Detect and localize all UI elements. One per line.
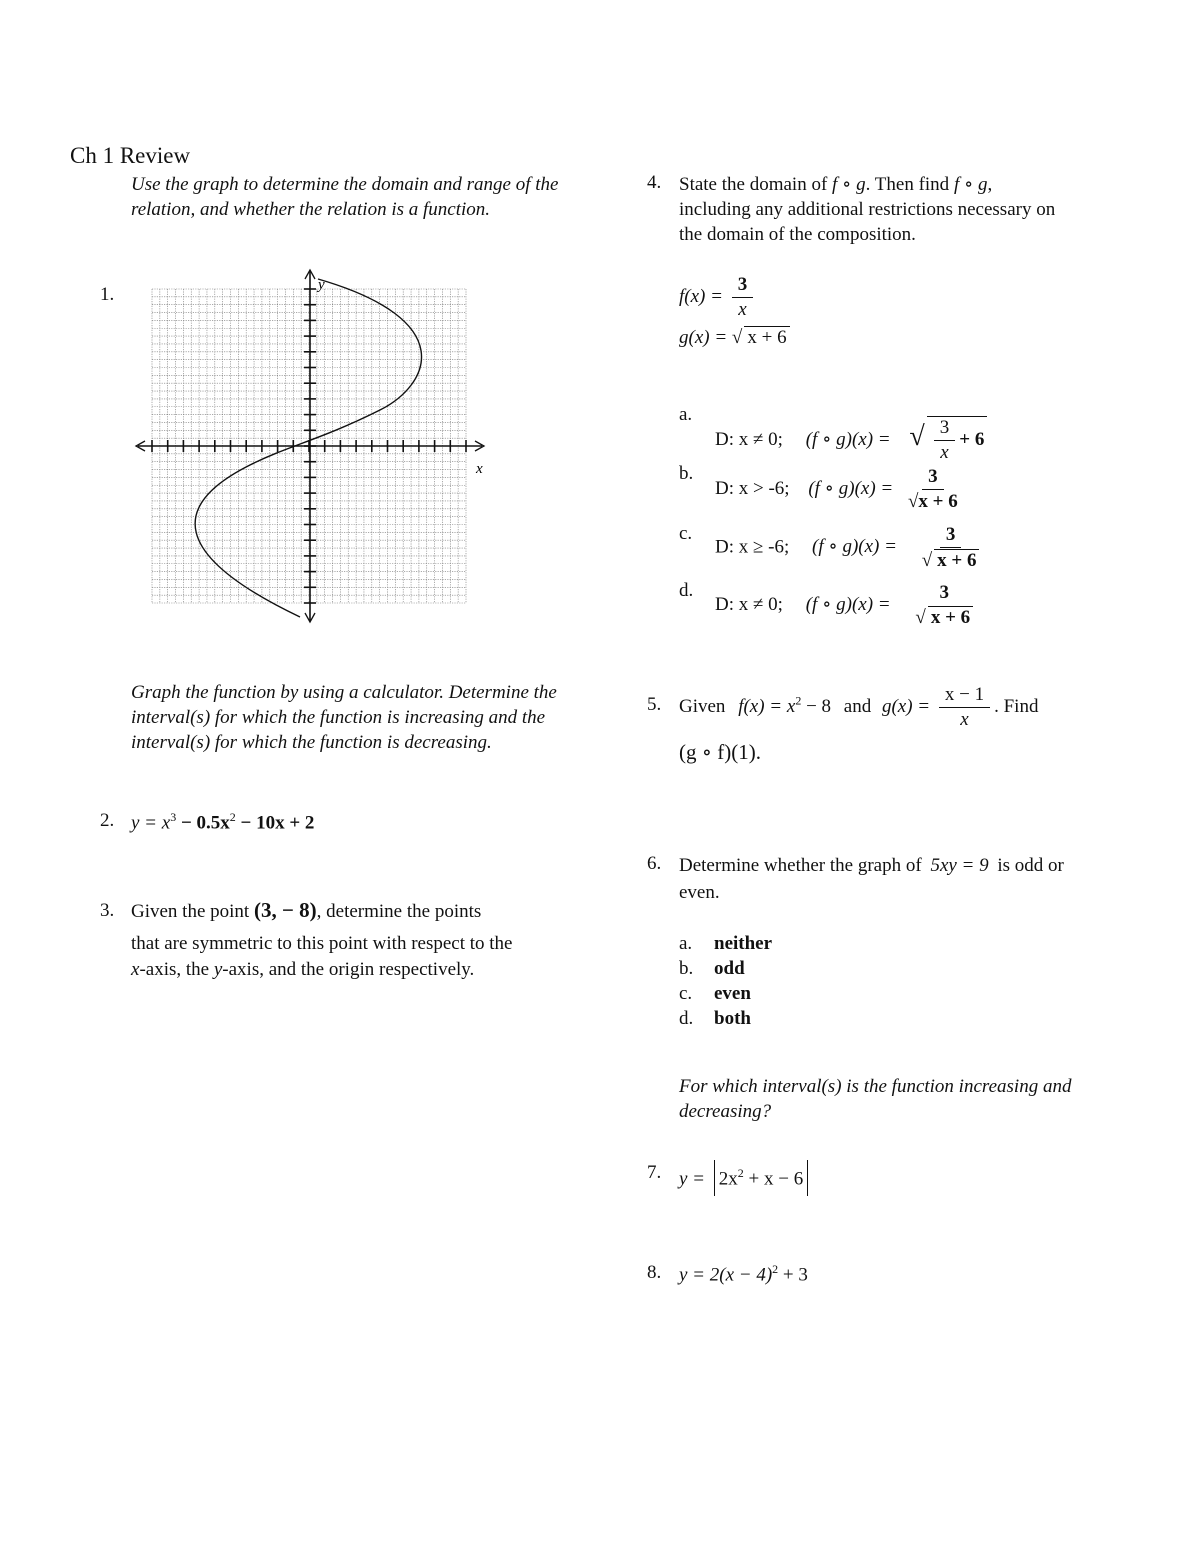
q2-equation <box>131 810 314 834</box>
q4-option-a[interactable] <box>715 416 987 464</box>
q7-lhs: y = <box>679 1168 706 1190</box>
section2-instructions: Graph the function by using a calculator. Determine the interval(s) for which the function is increasing and the interval(s) for which the function is decreasing. <box>131 682 557 753</box>
q4-option-a-label[interactable]: a. <box>679 404 693 425</box>
q6-text-b: is odd or <box>997 855 1064 876</box>
q6-option-d-label[interactable]: d. <box>679 1008 694 1029</box>
q4-d-num: 3 <box>939 582 949 603</box>
q3-mid: -axis, the <box>139 959 214 980</box>
q2-rest: − 10x + 2 <box>235 812 315 834</box>
q2-lhs: y = x <box>131 812 171 834</box>
q4-line3: the domain of the composition. <box>679 224 916 245</box>
q3-text-a: Given the point <box>131 901 250 922</box>
q5-line1 <box>679 684 1038 731</box>
q4-f-den: x <box>738 299 747 320</box>
q4-option-d[interactable] <box>715 582 977 629</box>
q5-given: Given <box>679 695 726 717</box>
q4-line2: including any additional restrictions necessary on <box>679 199 1056 220</box>
section1-instructions: Use the graph to determine the domain and range of the relation, and whether the relation is a function. <box>131 174 559 220</box>
q4-b-domain: D: x > -6; <box>715 477 790 499</box>
q3-line3 <box>131 957 474 982</box>
q4-d-fraction <box>915 582 973 629</box>
q4-text-c: , <box>987 174 993 195</box>
q4-g-lhs: g(x) = <box>679 327 728 348</box>
q5-g-lhs: g(x) = <box>881 695 931 717</box>
q4-a-num: 3 <box>934 417 956 441</box>
q4-comp2: f ∘ g <box>953 174 988 195</box>
q6-option-c[interactable]: even <box>714 983 751 1004</box>
q4-text-a: State the domain of <box>679 174 828 195</box>
q7-body-a: 2x <box>718 1168 738 1190</box>
q4-g-radicand: x + 6 <box>744 326 789 349</box>
q5-f-def: f(x) = x <box>738 695 796 717</box>
q6-option-b[interactable]: odd <box>714 958 745 979</box>
q4-option-b-label[interactable]: b. <box>679 463 694 484</box>
q1-number: 1. <box>100 284 115 305</box>
q6-number: 6. <box>647 853 662 874</box>
q6-line1 <box>679 853 1064 878</box>
q4-c-fraction <box>922 524 980 572</box>
q7-number: 7. <box>647 1162 662 1183</box>
x-axis-label: x <box>476 461 483 477</box>
q8-equation <box>679 1262 808 1286</box>
q4-c-radical <box>922 550 932 571</box>
q5-g-num: x − 1 <box>939 684 990 708</box>
q5-g-den: x <box>960 709 969 730</box>
q3-end: -axis, and the origin respectively. <box>222 959 475 980</box>
q8-a: y = 2(x − 4) <box>679 1264 773 1286</box>
q4-a-den: x <box>940 442 949 463</box>
q4-number: 4. <box>647 172 662 193</box>
q6-equation: 5xy = 9 <box>930 855 989 876</box>
q6-text-a: Determine whether the graph of <box>679 855 922 876</box>
q5-g-fraction <box>939 684 990 731</box>
q2-exp2: 2 <box>229 810 236 824</box>
q4-c-den: x + 6 <box>934 549 979 572</box>
q4-b-fraction <box>908 466 958 513</box>
q3-point: (3, − 8) <box>253 898 317 922</box>
q4-line1 <box>679 172 992 197</box>
q6-option-a-label[interactable]: a. <box>679 933 693 954</box>
q6-option-a[interactable]: neither <box>714 933 773 954</box>
q4-d-domain: D: x ≠ 0; <box>715 593 783 615</box>
q4-a-radical <box>909 421 924 452</box>
q4-f-def <box>679 274 757 321</box>
q4-d-comp: (f ∘ g)(x) = <box>805 593 891 615</box>
q2-number: 2. <box>100 810 115 831</box>
q2-mid: − 0.5x <box>176 812 230 834</box>
q4-f-num: 3 <box>732 274 754 298</box>
q3-line2: that are symmetric to this point with respect to the <box>131 933 513 954</box>
q4-option-c[interactable] <box>715 524 983 572</box>
q3-line1 <box>131 898 591 924</box>
q2-exp1: 3 <box>170 810 177 824</box>
q5-number: 5. <box>647 694 662 715</box>
q4-a-domain: D: x ≠ 0; <box>715 428 783 450</box>
q8-exp: 2 <box>772 1262 779 1276</box>
q5-find: . Find <box>994 695 1039 717</box>
q4-c-num: 3 <box>940 524 962 548</box>
q4-b-den: x + 6 <box>918 491 958 512</box>
q4-g-radical <box>732 327 742 348</box>
q4-text-b: . Then find <box>865 174 950 195</box>
q4-b-num: 3 <box>922 466 944 490</box>
q4-f-lhs: f(x) = <box>679 285 723 307</box>
q7-absolute-value <box>714 1160 808 1196</box>
q4-c-domain: D: x ≥ -6; <box>715 536 790 558</box>
q5-and: and <box>843 695 872 717</box>
q4-option-b[interactable] <box>715 466 962 513</box>
y-axis-label: y <box>318 277 325 293</box>
q5-f-exp: 2 <box>795 693 802 708</box>
section3-instructions: For which interval(s) is the function increasing and decreasing? <box>679 1076 1072 1122</box>
q8-number: 8. <box>647 1262 662 1283</box>
q4-option-c-label[interactable]: c. <box>679 523 693 544</box>
q4-d-radical <box>915 607 925 628</box>
q3-y: y <box>213 959 223 980</box>
q5-target: (g ∘ f)(1). <box>679 740 762 764</box>
q4-f-fraction <box>732 274 754 321</box>
q4-d-den: x + 6 <box>928 606 973 629</box>
q6-line2: even. <box>679 882 720 903</box>
q4-comp: f ∘ g <box>832 174 866 195</box>
q5-f-tail: − 8 <box>801 695 832 717</box>
page-title: Ch 1 Review <box>70 143 191 168</box>
q4-a-radicand <box>927 416 988 464</box>
q7-equation <box>679 1160 808 1196</box>
q4-option-d-label[interactable]: d. <box>679 580 694 601</box>
q1-graph <box>130 265 500 625</box>
q6-option-c-label[interactable]: c. <box>679 983 693 1004</box>
q3-x: x <box>131 959 140 980</box>
q7-body-b: + x − 6 <box>743 1168 804 1190</box>
q4-c-comp: (f ∘ g)(x) = <box>812 536 897 558</box>
q8-b: + 3 <box>778 1264 808 1286</box>
q3-text-b: , determine the points <box>316 901 482 922</box>
q4-g-def <box>679 326 790 349</box>
q4-b-comp: (f ∘ g)(x) = <box>808 477 894 499</box>
q6-option-b-label[interactable]: b. <box>679 958 694 979</box>
q7-exp: 2 <box>737 1166 744 1180</box>
q6-option-d[interactable]: both <box>714 1008 751 1029</box>
q3-number: 3. <box>100 900 115 921</box>
q4-a-comp: (f ∘ g)(x) = <box>805 428 891 450</box>
q4-b-radical <box>908 491 918 512</box>
q4-a-tail: + 6 <box>959 428 985 450</box>
